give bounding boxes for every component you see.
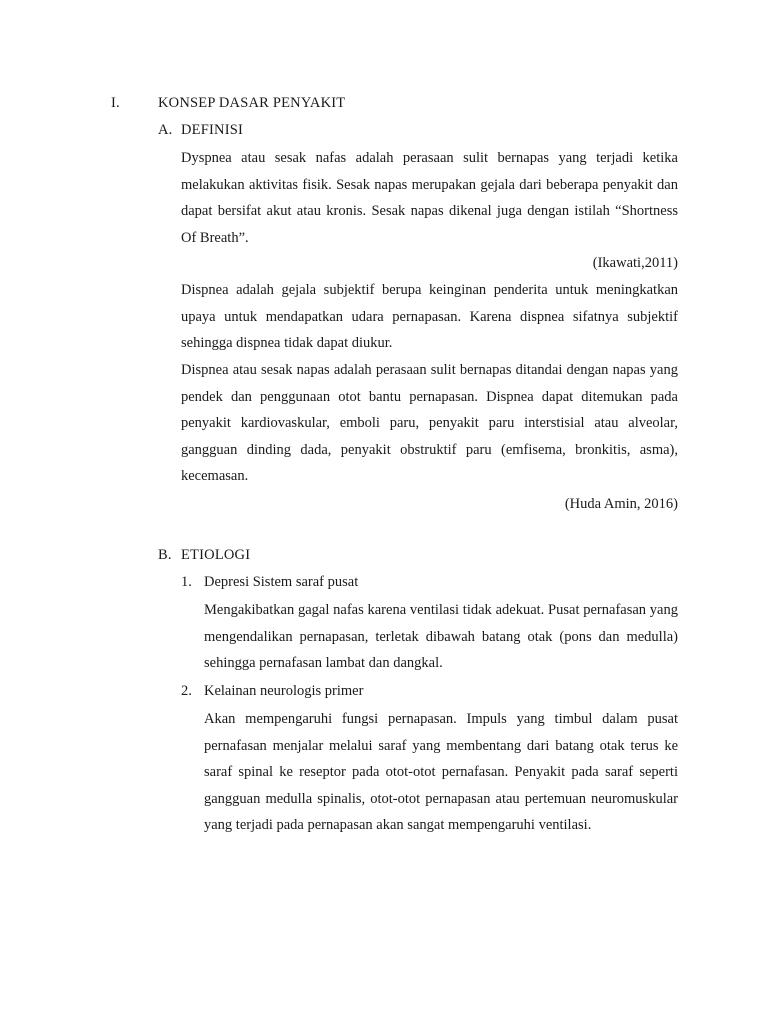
- list-item-body-1: Mengakibatkan gagal nafas karena ventilasi tidak adekuat. Pusat pernafasan yang mengendalikan pernapasan, terletak dibawah batang otak (pons dan medulla) sehingga pernafasan lambat dan dangkal.: [204, 602, 678, 671]
- list-item-title-2: Kelainan neurologis primer: [204, 683, 364, 699]
- list-item-number-2: 2.: [181, 683, 192, 699]
- list-item-number-1: 1.: [181, 574, 192, 590]
- definisi-paragraph-2: Dispnea adalah gejala subjektif berupa keinginan penderita untuk meningkatkan upaya untuk mendapatkan udara pernapasan. Karena dispnea sifatnya subjektif sehingga dispnea tidak dapat diukur.: [181, 282, 678, 351]
- section-title: KONSEP DASAR PENYAKIT: [158, 95, 346, 111]
- subsection-letter-b: B.: [158, 547, 172, 563]
- definisi-paragraph-3: Dispnea atau sesak napas adalah perasaan sulit bernapas ditandai dengan napas yang pendek dan penggunaan otot bantu pernapasan. Dispnea dapat ditemukan pada penyakit kardiovaskular, emboli paru, penyakit paru interstisial atau alveolar, gangguan dinding dada, penyakit obstruktif paru (emfisema, bronkitis, asma), kecemasan.: [181, 362, 678, 484]
- list-item-title-1: Depresi Sistem saraf pusat: [204, 574, 359, 590]
- section-number: I.: [111, 95, 120, 111]
- definisi-paragraph-1: Dyspnea atau sesak nafas adalah perasaan sulit bernapas yang terjadi ketika melakukan aktivitas fisik. Sesak napas merupakan gejala dari beberapa penyakit dan dapat bersifat akut atau kronis. Sesak napas dikenal juga dengan istilah “Shortness Of Breath”.: [181, 150, 678, 246]
- subsection-title-definisi: DEFINISI: [181, 122, 244, 138]
- subsection-title-etiologi: ETIOLOGI: [181, 547, 251, 563]
- list-item-body-2: Akan mempengaruhi fungsi pernapasan. Impuls yang timbul dalam pusat pernafasan menjalar melalui saraf yang membentang dari batang otak terus ke saraf spinal ke reseptor pada otot-otot pernafasan. Penyakit pada saraf seperti gangguan medulla spinalis, otot-otot pernapasan atau pertemuan neuromuskular yang terjadi pada pernapasan akan sangat mempengaruhi ventilasi.: [204, 711, 678, 833]
- citation-huda-amin: (Huda Amin, 2016): [564, 496, 678, 512]
- citation-ikawati: (Ikawati,2011): [592, 255, 678, 271]
- subsection-letter-a: A.: [158, 122, 173, 138]
